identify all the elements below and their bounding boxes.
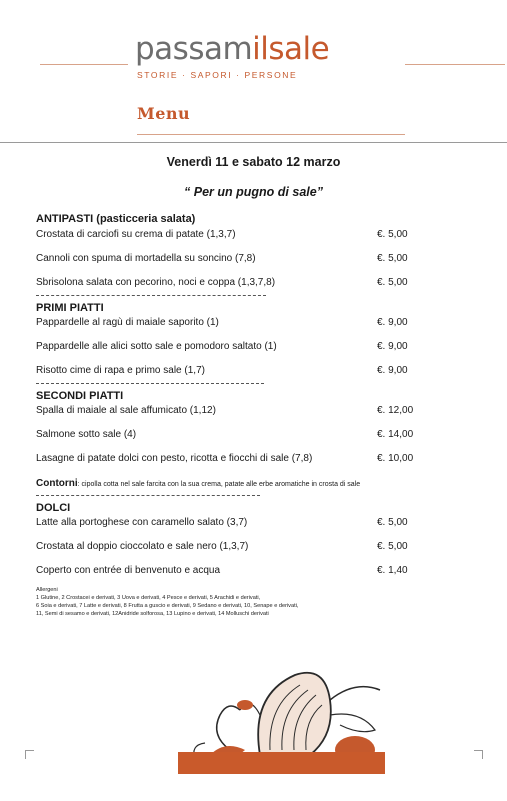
header-rule-right — [405, 64, 505, 65]
header-rule-left — [40, 64, 128, 65]
menu-item: Sbrisolona salata con pecorino, noci e coppa (1,3,7,8) — [36, 277, 276, 288]
brand-name-part1: passam — [135, 31, 253, 67]
menu-item: Pappardelle alle alici sotto sale e pomodoro saltato (1) — [36, 341, 277, 352]
menu-item-price: €. 5,00 — [377, 253, 408, 264]
menu-item-price: €. 5,00 — [377, 229, 408, 240]
allergens-title: Allergeni — [36, 587, 58, 593]
menu-item-price: €. 5,00 — [377, 277, 408, 288]
brand-tagline: STORIE · SAPORI · PERSONE — [137, 70, 298, 80]
menu-item: Crostata al doppio cioccolato e sale nero (1,3,7) — [36, 541, 249, 552]
allergens-line: 6 Soia e derivati, 7 Latte e derivati, 8 Frutta a guscio e derivati, 9 Sedano e derivati, 10, Senape e derivati, — [36, 603, 299, 609]
section-divider — [36, 383, 264, 384]
footer-bar — [178, 752, 385, 774]
menu-heading: Menu — [137, 104, 191, 123]
event-motto: “ Per un pugno di sale” — [184, 185, 323, 199]
leaf-outline — [330, 714, 375, 732]
contorni-line — [36, 478, 360, 489]
leaf-shape — [237, 700, 253, 710]
event-date: Venerdì 11 e sabato 12 marzo — [166, 155, 341, 169]
menu-item: Coperto con entrée di benvenuto e acqua — [36, 565, 221, 576]
header-separator — [0, 142, 507, 143]
section-title-primi: PRIMI PIATTI — [36, 302, 104, 314]
menu-item-price: €. 9,00 — [377, 317, 408, 328]
corner-mark — [474, 750, 483, 759]
menu-item-price: €. 10,00 — [377, 453, 414, 464]
section-title-secondi: SECONDI PIATTI — [36, 390, 124, 402]
allergens-line: 11, Semi di sesamo e derivati, 12Anidride solforosa, 13 Lupino e derivati, 14 Molluschi derivati — [36, 611, 269, 617]
menu-item-price: €. 14,00 — [377, 429, 414, 440]
menu-item: Salmone sotto sale (4) — [36, 429, 137, 440]
section-divider — [36, 495, 260, 496]
menu-item: Pappardelle al ragù di maiale saporito (1) — [36, 317, 219, 328]
menu-item-price: €. 9,00 — [377, 365, 408, 376]
section-divider — [36, 295, 266, 296]
allergens-line: 1 Glutine, 2 Crostacei e derivati, 3 Uova e derivati, 4 Pesce e derivati, 5 Arachidi e derivati, — [36, 595, 261, 601]
menu-item: Crostata di carciofi su crema di patate (1,3,7) — [36, 229, 236, 240]
menu-item-price: €. 12,00 — [377, 405, 414, 416]
menu-item-price: €. 5,00 — [377, 541, 408, 552]
menu-item: Lasagne di patate dolci con pesto, ricotta e fiocchi di sale (7,8) — [36, 453, 313, 464]
brand-name-part3: sale — [268, 31, 330, 67]
menu-item-price: €. 1,40 — [377, 565, 408, 576]
onion-body — [258, 673, 331, 755]
brand-logo — [135, 31, 330, 67]
contorni-label: Contorni — [36, 478, 78, 489]
menu-item-price: €. 5,00 — [377, 517, 408, 528]
herb-stem — [330, 687, 380, 700]
herb-stem — [217, 706, 240, 750]
menu-item: Risotto cime di rapa e primo sale (1,7) — [36, 365, 205, 376]
brand-name-part2: il — [252, 31, 269, 67]
menu-item: Cannoli con spuma di mortadella su soncino (7,8) — [36, 253, 256, 264]
menu-item: Spalla di maiale al sale affumicato (1,12) — [36, 405, 216, 416]
corner-mark — [25, 750, 34, 759]
menu-underline — [137, 134, 405, 135]
section-title-dolci: DOLCI — [36, 502, 71, 514]
contorni-text: : cipolla cotta nel sale farcita con la sua crema, patate alle erbe aromatiche in crosta di sale — [77, 481, 361, 488]
section-title-antipasti: ANTIPASTI (pasticceria salata) — [36, 213, 196, 225]
menu-item: Latte alla portoghese con caramello salato (3,7) — [36, 517, 248, 528]
menu-item-price: €. 9,00 — [377, 341, 408, 352]
